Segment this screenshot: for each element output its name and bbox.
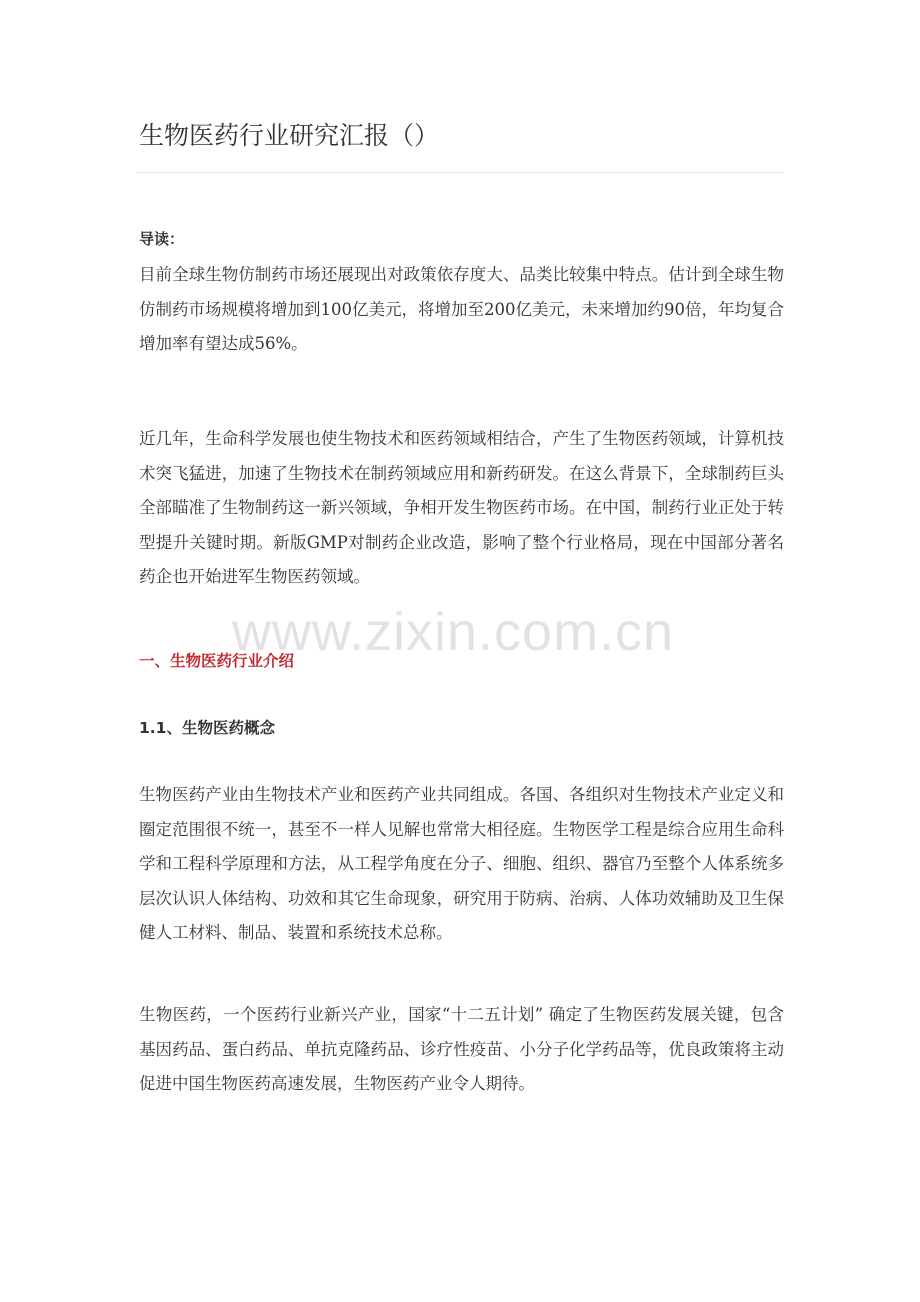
subsection-heading: 1.1、生物医药概念	[139, 719, 275, 737]
watermark: www.zixin.com.cn	[232, 602, 675, 662]
title-divider	[136, 172, 784, 173]
intro-label: 导读：	[139, 230, 185, 248]
document-title: 生物医药行业研究汇报（）	[139, 121, 440, 150]
body-paragraph-3: 生物医药，一个医药行业新兴产业，国家“十二五计划” 确定了生物医药发展关键，包含基因药品、蛋白药品、单抗克隆药品、诊疗性疫苗、小分子化学药品等，优良政策将主动促进中国生物医药高速发展，生物医药产业令人期待。	[139, 1005, 784, 1093]
body-paragraph-1: 近几年，生命科学发展也使生物技术和医药领域相结合，产生了生物医药领域，计算机技术突飞猛进，加速了生物技术在制药领域应用和新药研发。在这么背景下，全球制药巨头全部瞄准了生物制药这一新兴领域，争相开发生物医药市场。在中国，制药行业正处于转型提升关键时期。新版GMP对制药企业改造，影响了整个行业格局，现在中国部分著名药企也开始进军生物医药领域。	[139, 429, 784, 586]
intro-paragraph: 目前全球生物仿制药市场还展现出对政策依存度大、品类比较集中特点。估计到全球生物仿制药市场规模将增加到100亿美元，将增加至200亿美元，未来增加约90倍，年均复合增加率有望达成56%。	[139, 265, 784, 353]
body-paragraph-2: 生物医药产业由生物技术产业和医药产业共同组成。各国、各组织对生物技术产业定义和圈定范围很不统一，甚至不一样人见解也常常大相径庭。生物医学工程是综合应用生命科学和工程科学原理和方法，从工程学角度在分子、细胞、组织、器官乃至整个人体系统多层次认识人体结构、功效和其它生命现象，研究用于防病、治病、人体功效辅助及卫生保健人工材料、制品、装置和系统技术总称。	[139, 785, 784, 942]
section-heading: 一、生物医药行业介绍	[139, 652, 295, 670]
